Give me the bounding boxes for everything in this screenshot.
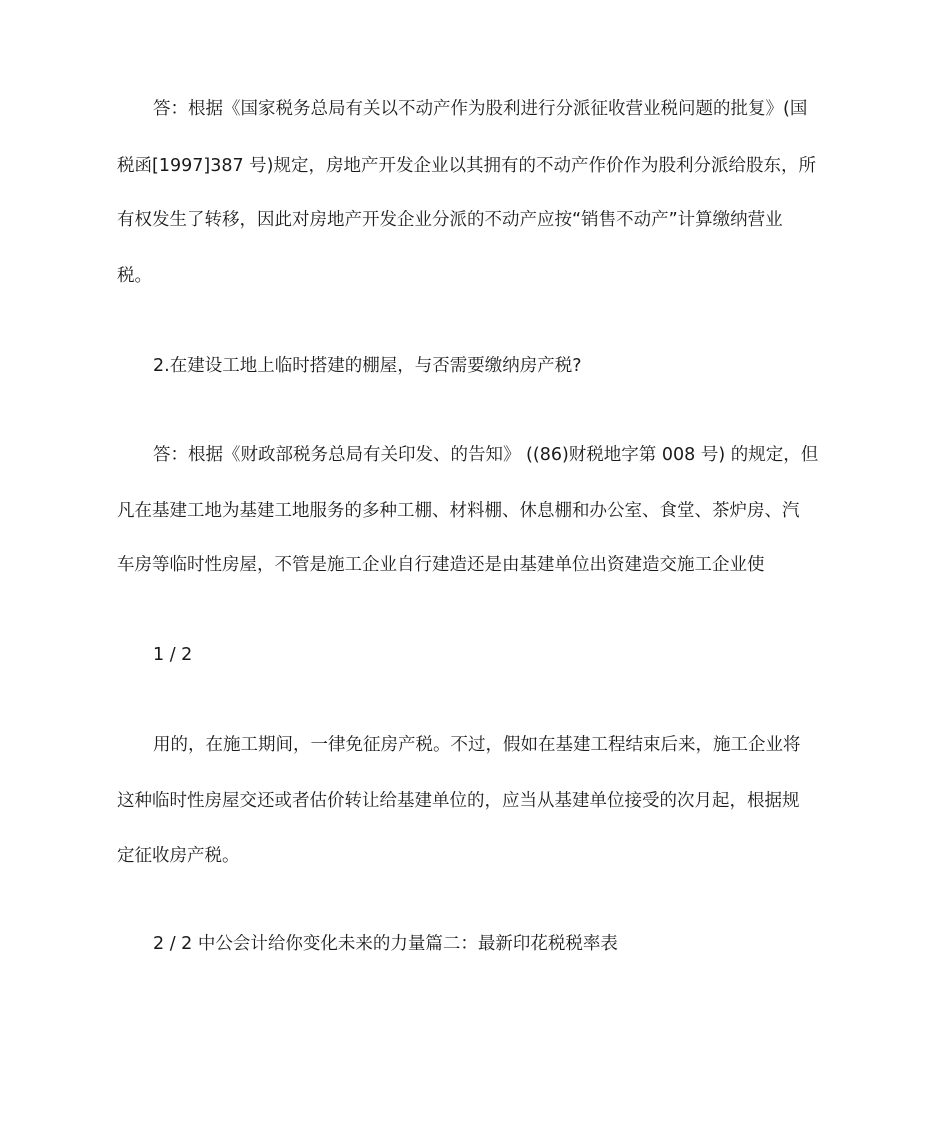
paragraph-line: 车房等临时性房屋，不管是施工企业自行建造还是由基建单位出资建造交施工企业使 bbox=[117, 555, 765, 575]
page-number-and-section-title: 2 / 2 中公会计给你变化未来的力量篇二：最新印花税税率表 bbox=[153, 934, 618, 954]
page-number: 1 / 2 bbox=[153, 645, 193, 665]
question-heading: 2.在建设工地上临时搭建的棚屋，与否需要缴纳房产税? bbox=[153, 356, 582, 376]
paragraph-line: 定征收房产税。 bbox=[117, 846, 240, 866]
paragraph-line: 用的，在施工期间，一律免征房产税。不过，假如在基建工程结束后来，施工企业将 bbox=[153, 735, 801, 755]
paragraph-line: 这种临时性房屋交还或者估价转让给基建单位的，应当从基建单位接受的次月起，根据规 bbox=[117, 791, 800, 811]
paragraph-line: 答：根据《财政部税务总局有关印发、的告知》 ((86)财税地字第 008 号) 的规定，但 bbox=[153, 445, 819, 465]
paragraph-line: 税。 bbox=[117, 266, 152, 286]
paragraph-line: 凡在基建工地为基建工地服务的多种工棚、材料棚、休息棚和办公室、食堂、茶炉房、汽 bbox=[117, 501, 800, 521]
paragraph-line: 答：根据《国家税务总局有关以不动产作为股利进行分派征收营业税问题的批复》(国 bbox=[153, 99, 808, 119]
paragraph-line: 税函[1997]387 号)规定，房地产开发企业以其拥有的不动产作价作为股利分派给股东，所 bbox=[117, 156, 816, 176]
paragraph-line: 有权发生了转移，因此对房地产开发企业分派的不动产应按“销售不动产”计算缴纳营业 bbox=[117, 210, 783, 230]
